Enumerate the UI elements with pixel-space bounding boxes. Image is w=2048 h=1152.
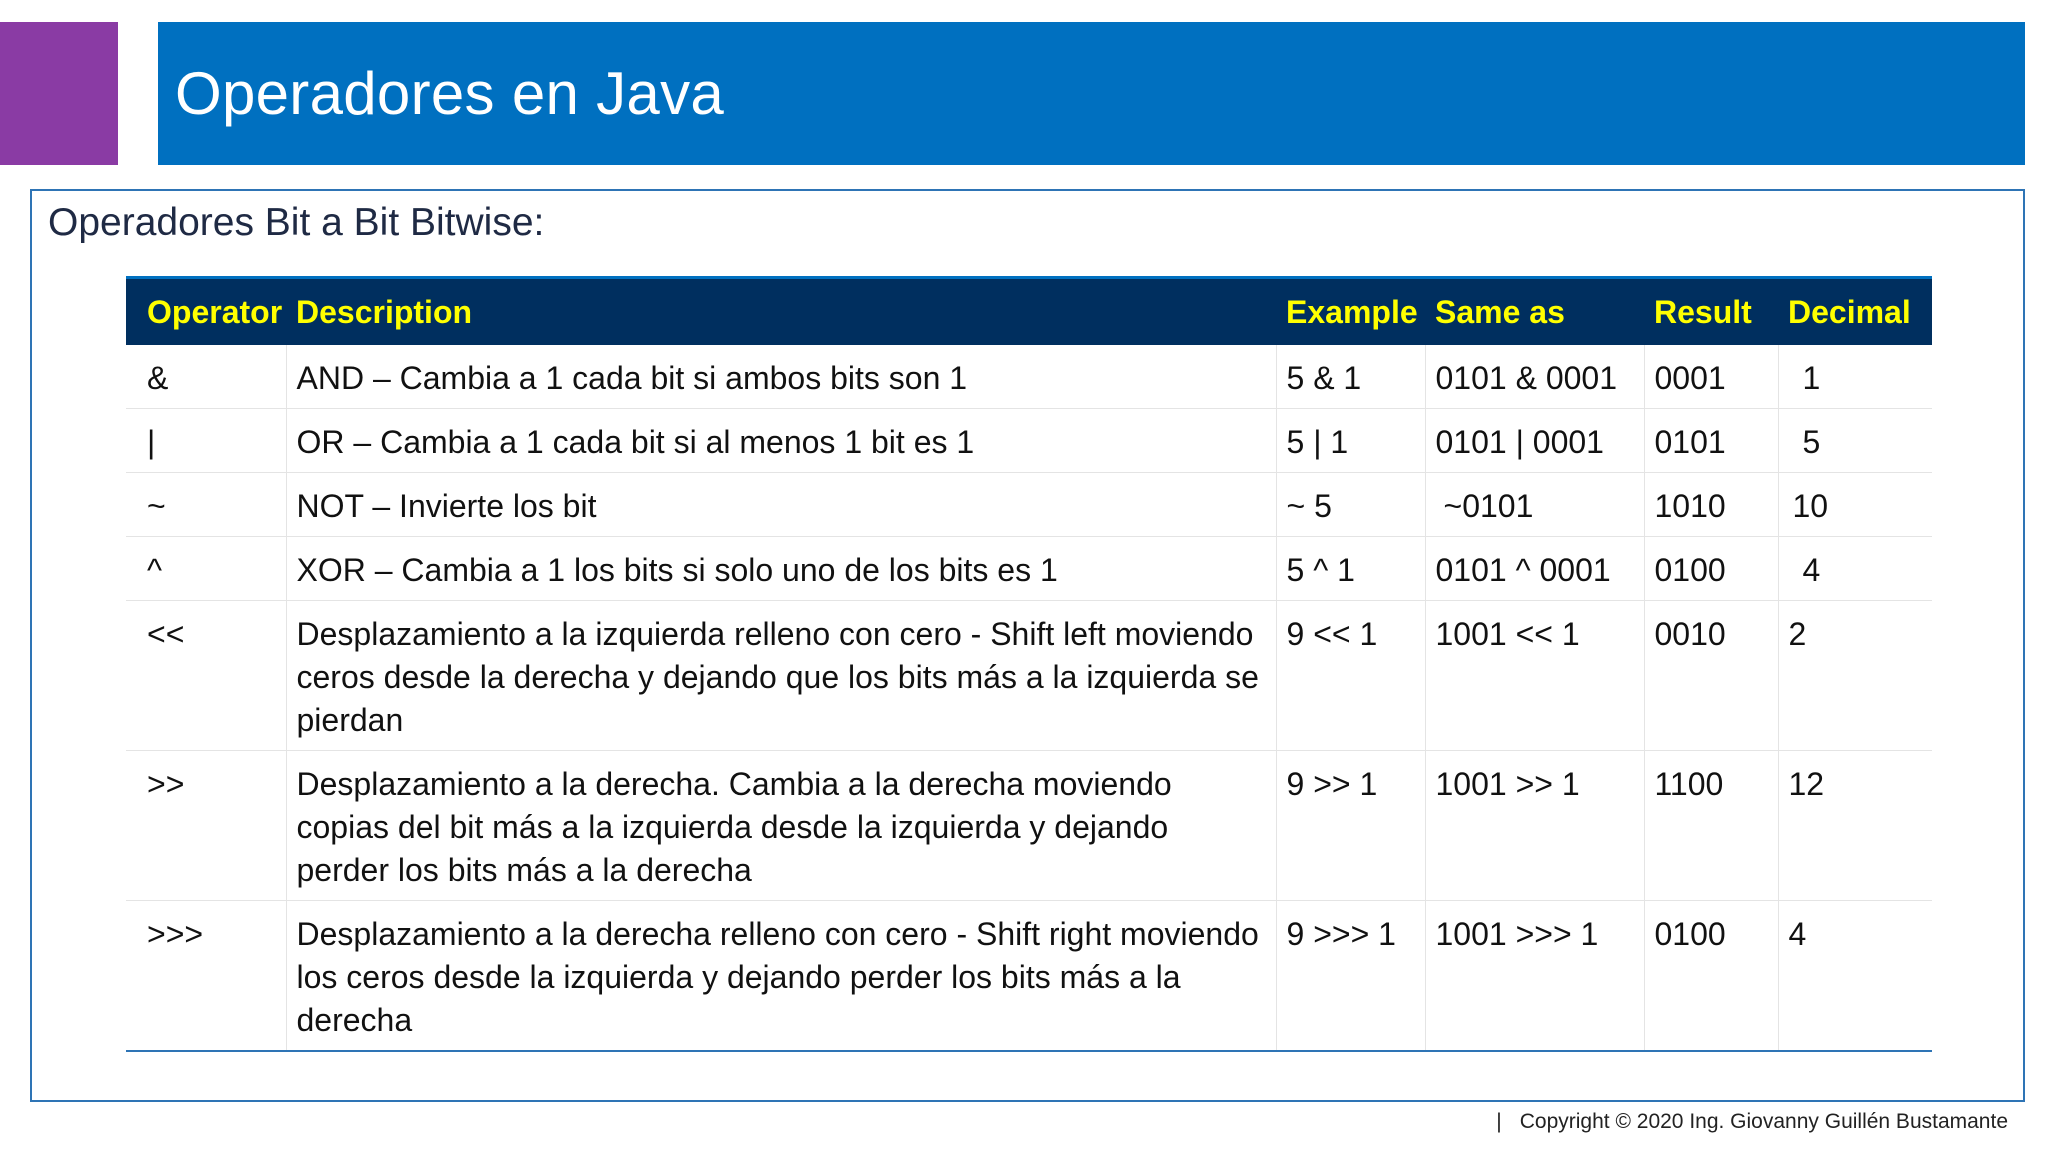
cell-description: Desplazamiento a la derecha. Cambia a la derecha moviendo copias del bit más a la izquierda desde la izquierda y dejando perder los bits más a la derecha <box>286 751 1276 901</box>
slide-title: Operadores en Java <box>175 60 725 127</box>
title-bar <box>158 22 2025 165</box>
cell-description: AND – Cambia a 1 cada bit si ambos bits son 1 <box>286 345 1276 409</box>
cell-same-as: 0101 & 0001 <box>1425 345 1644 409</box>
cell-description: XOR – Cambia a 1 los bits si solo uno de los bits es 1 <box>286 537 1276 601</box>
cell-description: OR – Cambia a 1 cada bit si al menos 1 bit es 1 <box>286 409 1276 473</box>
header-description: Description <box>286 278 1276 346</box>
header-decimal: Decimal <box>1778 278 1932 346</box>
cell-example: 5 & 1 <box>1276 345 1425 409</box>
table-row <box>126 901 1932 1052</box>
cell-decimal: 4 <box>1778 537 1932 601</box>
cell-operator: | <box>126 409 286 473</box>
cell-decimal: 10 <box>1778 473 1932 537</box>
cell-example: 9 << 1 <box>1276 601 1425 751</box>
cell-result: 0010 <box>1644 601 1778 751</box>
table-row <box>126 473 1932 537</box>
cell-example: ~ 5 <box>1276 473 1425 537</box>
cell-same-as: ~0101 <box>1425 473 1644 537</box>
cell-same-as: 0101 ^ 0001 <box>1425 537 1644 601</box>
cell-operator: & <box>126 345 286 409</box>
copyright-footer <box>1496 1110 2008 1134</box>
copyright-text: Copyright © 2020 Ing. Giovanny Guillén Bustamante <box>1519 1110 2008 1133</box>
cell-result: 0100 <box>1644 537 1778 601</box>
cell-operator: >> <box>126 751 286 901</box>
cell-decimal: 1 <box>1778 345 1932 409</box>
cell-example: 5 ^ 1 <box>1276 537 1425 601</box>
accent-square <box>0 22 118 165</box>
cell-same-as: 0101 | 0001 <box>1425 409 1644 473</box>
header-same-as: Same as <box>1425 278 1644 346</box>
header-result: Result <box>1644 278 1778 346</box>
header-example: Example <box>1276 278 1425 346</box>
section-subtitle: Operadores Bit a Bit Bitwise: <box>48 201 545 244</box>
cell-same-as: 1001 << 1 <box>1425 601 1644 751</box>
cell-result: 1100 <box>1644 751 1778 901</box>
cell-result: 0100 <box>1644 901 1778 1052</box>
cell-result: 0101 <box>1644 409 1778 473</box>
cell-operator: ~ <box>126 473 286 537</box>
table-row <box>126 601 1932 751</box>
content-box <box>30 189 2025 1102</box>
table-row <box>126 409 1932 473</box>
table-row <box>126 751 1932 901</box>
cell-example: 9 >>> 1 <box>1276 901 1425 1052</box>
footer-separator: | <box>1496 1110 1502 1133</box>
table-header-row <box>126 278 1932 346</box>
cell-example: 5 | 1 <box>1276 409 1425 473</box>
cell-operator: >>> <box>126 901 286 1052</box>
cell-same-as: 1001 >>> 1 <box>1425 901 1644 1052</box>
cell-example: 9 >> 1 <box>1276 751 1425 901</box>
cell-description: Desplazamiento a la izquierda relleno con cero - Shift left moviendo ceros desde la derecha y dejando que los bits más a la izquierda se pierdan <box>286 601 1276 751</box>
cell-result: 0001 <box>1644 345 1778 409</box>
cell-decimal: 4 <box>1778 901 1932 1052</box>
table-row <box>126 537 1932 601</box>
cell-result: 1010 <box>1644 473 1778 537</box>
cell-decimal: 12 <box>1778 751 1932 901</box>
cell-operator: << <box>126 601 286 751</box>
cell-operator: ^ <box>126 537 286 601</box>
cell-same-as: 1001 >> 1 <box>1425 751 1644 901</box>
header-operator: Operator <box>126 278 286 346</box>
bitwise-operators-table <box>126 276 1932 1052</box>
table-row <box>126 345 1932 409</box>
cell-decimal: 2 <box>1778 601 1932 751</box>
cell-description: Desplazamiento a la derecha relleno con cero - Shift right moviendo los ceros desde la izquierda y dejando perder los bits más a la derecha <box>286 901 1276 1052</box>
cell-description: NOT – Invierte los bit <box>286 473 1276 537</box>
cell-decimal: 5 <box>1778 409 1932 473</box>
